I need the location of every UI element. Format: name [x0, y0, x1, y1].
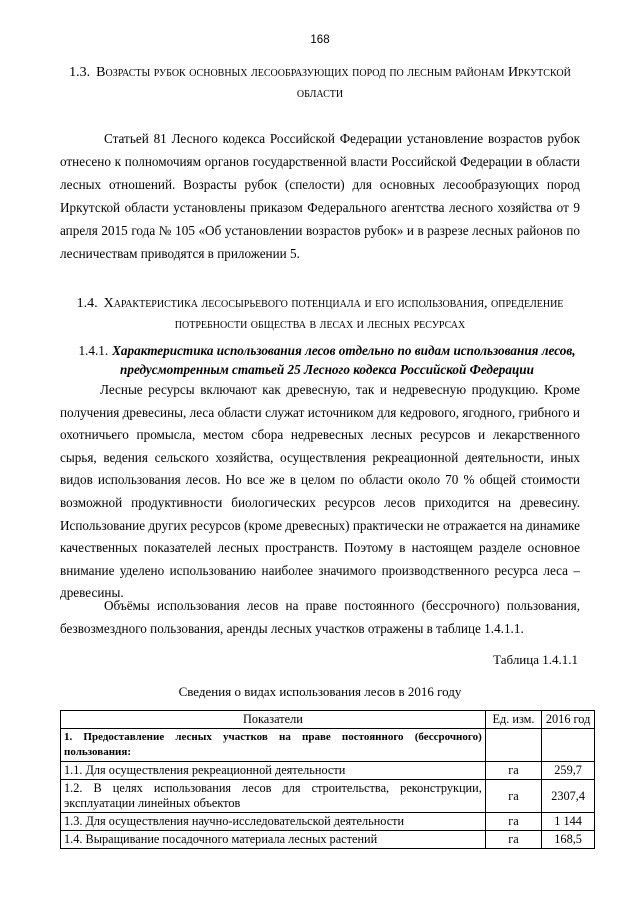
table-row — [61, 780, 595, 813]
table-row — [61, 813, 595, 831]
paragraph-age-of-felling: Статьей 81 Лесного кодекса Российской Федерации установление возрастов рубок отнесено к полномочиям органов государственной власти Российской Федерации в области лесных отношений. Возрасты рубок (спелости) для основных лесообразующих пород Иркутской области установлены приказом Федерального агентства лесного хозяйства от 9 апреля 2015 года № 105 «Об установлении возрастов рубок» и в разрезе лесных районов по лесничествам приводятся в приложении 5. — [60, 131, 580, 261]
table-caption: Сведения о видах использования лесов в 2016 году — [178, 684, 462, 699]
page-number: 168 — [310, 34, 330, 46]
section-number: 1.3. — [69, 65, 91, 80]
section-row-unit — [485, 729, 541, 762]
row-label: 1.3. Для осуществления научно-исследовательской деятельности — [61, 813, 486, 831]
subsection-heading-1-4-1 — [62, 341, 592, 379]
table-section-row — [61, 729, 595, 762]
section-heading-1-4 — [60, 293, 580, 335]
row-unit: га — [485, 780, 541, 813]
row-unit: га — [485, 762, 541, 780]
subsection-title: Характеристика использования лесов отдельно по видам использования лесов, предусмотренным статьей 25 Лесного кодекса Российской Федерации — [112, 343, 576, 377]
row-label: 1.1. Для осуществления рекреационной деятельности — [61, 762, 486, 780]
row-value: 168,5 — [542, 831, 595, 849]
section-heading-1-3 — [60, 62, 580, 104]
forest-usage-table — [60, 710, 595, 849]
section-row-value — [542, 729, 595, 762]
row-unit: га — [485, 831, 541, 849]
subsection-number: 1.4.1. — [78, 343, 109, 358]
section-row-label: 1. Предоставление лесных участков на праве постоянного (бессрочного) пользования: — [61, 729, 486, 762]
row-value: 2307,4 — [542, 780, 595, 813]
row-unit: га — [485, 813, 541, 831]
table-header-row — [61, 711, 595, 729]
section-number: 1.4. — [76, 296, 98, 311]
table-number: Таблица 1.4.1.1 — [493, 652, 578, 667]
row-label: 1.2. В целях использования лесов для строительства, реконструкции, эксплуатации линейных объектов — [61, 780, 486, 813]
header-year: 2016 год — [542, 711, 595, 729]
paragraph-forest-resources: Лесные ресурсы включают как древесную, так и недревесную продукцию. Кроме получения древесины, леса области служат источником для кедрового, ягодного, грибного и охотничьего промысла, местом сбора недревесных лесных ресурсов и лекарственного сырья, ведения сельского хозяйства, осуществления рекреационной деятельности, иных видов использования лесов. Но все же в целом по области около 70 % общей стоимости возможной продуктивности биологических ресурсов лесов приходится на древесину. Использование других ресурсов (кроме древесных) практически не отражается на динамике качественных показателей лесных пространств. Поэтому в настоящем разделе основное внимание уделено использованию наиболее значимого производственного ресурса леса – древесины. — [60, 382, 580, 601]
section-title: Возрасты рубок основных лесообразующих пород по лесным районам Иркутской области — [96, 65, 571, 101]
table-row — [61, 762, 595, 780]
row-value: 1 144 — [542, 813, 595, 831]
header-unit: Ед. изм. — [485, 711, 541, 729]
table-row — [61, 831, 595, 849]
row-label: 1.4. Выращивание посадочного материала лесных растений — [61, 831, 486, 849]
row-value: 259,7 — [542, 762, 595, 780]
section-title: Характеристика лесосырьевого потенциала и его использования, определение потребности общества в лесах и лесных ресурсах — [103, 296, 564, 332]
paragraph-usage-volumes: Объёмы использования лесов на праве постоянного (бессрочного) пользования, безвозмездного пользования, аренды лесных участков отражены в таблице 1.4.1.1. — [60, 598, 580, 636]
header-indicators: Показатели — [61, 711, 486, 729]
